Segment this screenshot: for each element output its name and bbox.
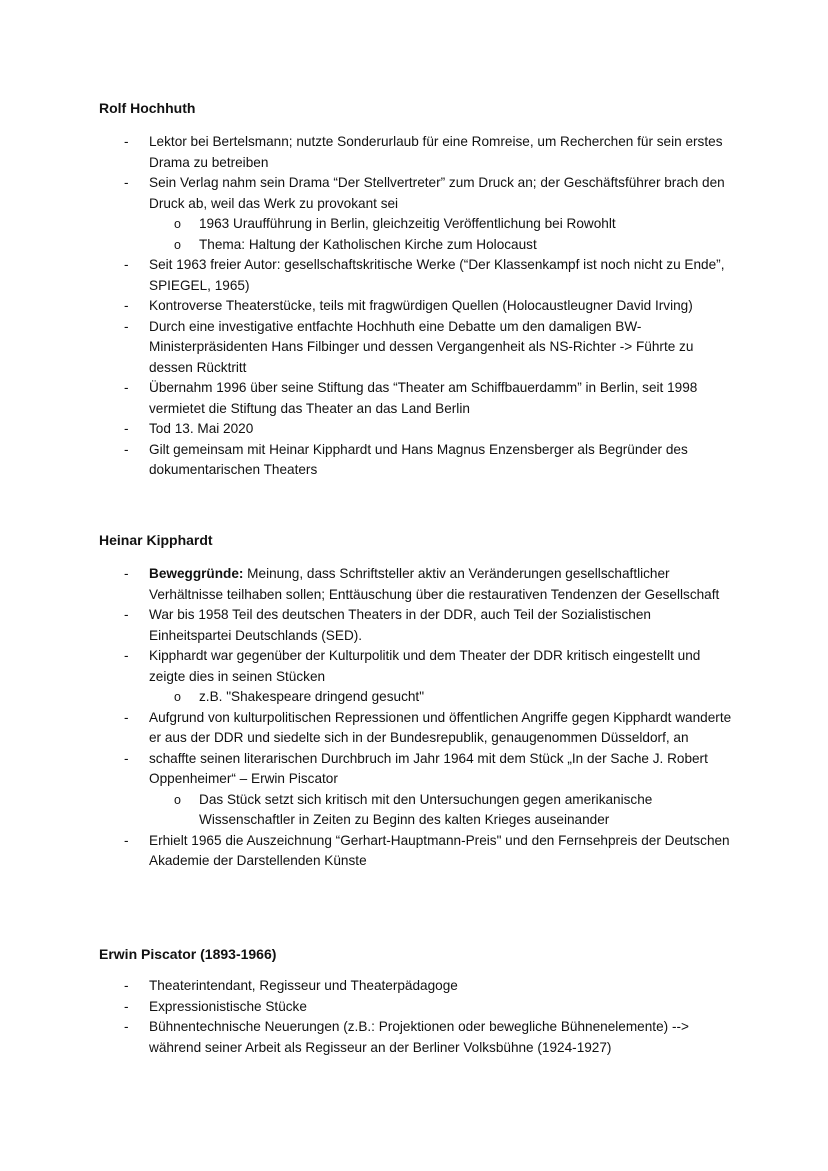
list-item (0, 564, 828, 605)
sub-list-item: o z.B. "Shakespeare dringend gesucht" (0, 687, 828, 708)
list-item: - Aufgrund von kulturpolitischen Repressionen und öffentlichen Angriffe gegen Kipphardt wanderte er aus der DDR und siedelte sich in der Bundesrepublik, genaugenommen Düsseldorf, an (0, 708, 828, 749)
list-item: - Sein Verlag nahm sein Drama “Der Stellvertreter” zum Druck an; der Geschäftsführer brach den Druck ab, weil das Werk zu provokant sei (0, 173, 828, 214)
bold-lead: Beweggründe: (149, 566, 244, 581)
list-hochhuth (0, 132, 828, 481)
list-item: - Theaterintendant, Regisseur und Theaterpädagoge (0, 976, 828, 997)
list-item-text: Meinung, dass Schriftsteller aktiv an Veränderungen gesellschaftlicher Verhältnisse teilhaben sollen; Enttäuschung über die restaurativen Tendenzen der Gesellschaft (149, 566, 720, 602)
list-item: - Gilt gemeinsam mit Heinar Kipphardt und Hans Magnus Enzensberger als Begründer des dokumentarischen Theaters (0, 440, 828, 481)
list-item: - Lektor bei Bertelsmann; nutzte Sonderurlaub für eine Romreise, um Recherchen für sein erstes Drama zu betreiben (0, 132, 828, 173)
list-piscator (0, 976, 828, 1058)
section-heading-kipphardt: Heinar Kipphardt (99, 532, 213, 548)
list-item: - Kipphardt war gegenüber der Kulturpolitik und dem Theater der DDR kritisch eingestellt und zeigte dies in seinen Stücken (0, 646, 828, 687)
section-heading-piscator: Erwin Piscator (1893-1966) (99, 946, 277, 962)
list-item: - Kontroverse Theaterstücke, teils mit fragwürdigen Quellen (Holocaustleugner David Irving) (0, 296, 828, 317)
list-item: - schaffte seinen literarischen Durchbruch im Jahr 1964 mit dem Stück „In der Sache J. Robert Oppenheimer“ – Erwin Piscator (0, 749, 828, 790)
sub-list-item: o 1963 Uraufführung in Berlin, gleichzeitig Veröffentlichung bei Rowohlt (0, 214, 828, 235)
list-item: - War bis 1958 Teil des deutschen Theaters in der DDR, auch Teil der Sozialistischen Einheitspartei Deutschlands (SED). (0, 605, 828, 646)
list-item: - Durch eine investigative entfachte Hochhuth eine Debatte um den damaligen BW-Ministerpräsidenten Hans Filbinger und dessen Vergangenheit als NS-Richter -> Führte zu dessen Rücktritt (0, 317, 828, 379)
list-item: - Erhielt 1965 die Auszeichnung “Gerhart-Hauptmann-Preis" und den Fernsehpreis der Deutschen Akademie der Darstellenden Künste (0, 831, 828, 872)
list-item: - Seit 1963 freier Autor: gesellschaftskritische Werke (“Der Klassenkampf ist noch nicht zu Ende”, SPIEGEL, 1965) (0, 255, 828, 296)
list-item: - Bühnentechnische Neuerungen (z.B.: Projektionen oder bewegliche Bühnenelemente) --> während seiner Arbeit als Regisseur an der Berliner Volksbühne (1924-1927) (0, 1017, 828, 1058)
section-heading-hochhuth: Rolf Hochhuth (99, 100, 196, 116)
list-item: - Expressionistische Stücke (0, 997, 828, 1018)
sub-list-item: o Thema: Haltung der Katholischen Kirche zum Holocaust (0, 235, 828, 256)
list-item: - Tod 13. Mai 2020 (0, 419, 828, 440)
list-kipphardt (0, 564, 828, 872)
list-item: - Übernahm 1996 über seine Stiftung das “Theater am Schiffbauerdamm” in Berlin, seit 1998 vermietet die Stiftung das Theater an das Land Berlin (0, 378, 828, 419)
sub-list-item: o Das Stück setzt sich kritisch mit den Untersuchungen gegen amerikanische Wissenschaftler in Zeiten zu Beginn des kalten Krieges auseinander (0, 790, 828, 831)
